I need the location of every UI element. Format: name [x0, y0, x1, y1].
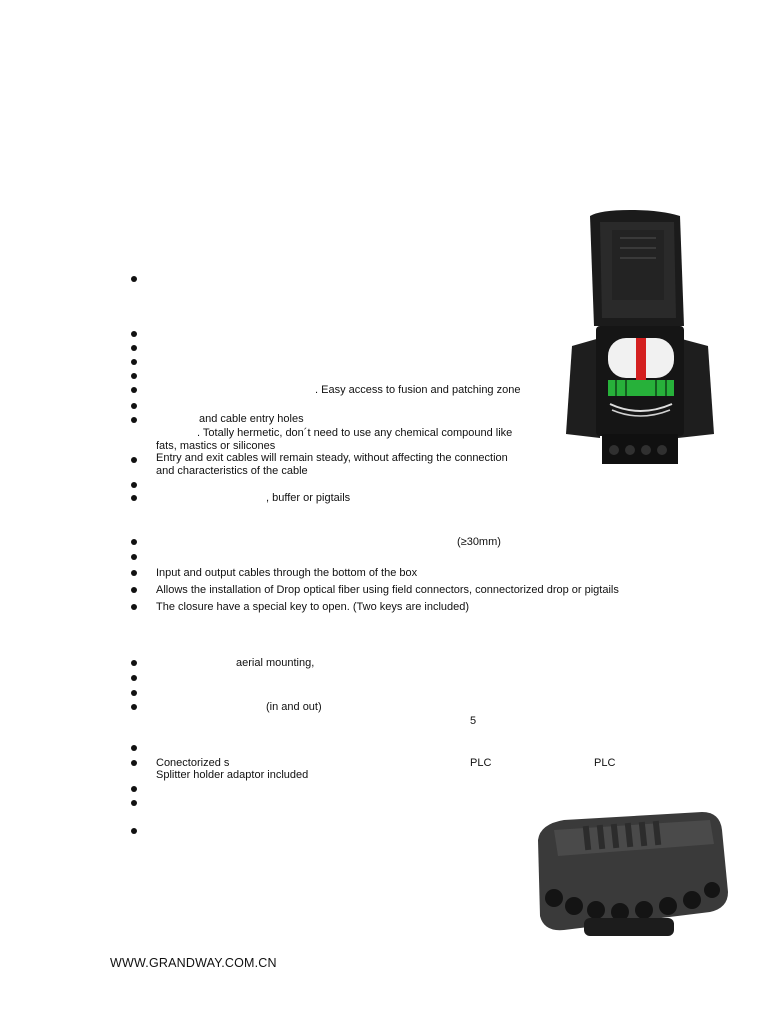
option-text-plc-1: PLC [470, 757, 492, 769]
bullet [131, 276, 137, 282]
option-text-connectorized: Conectorized s [156, 757, 230, 769]
bullet [131, 457, 137, 463]
bullet [131, 387, 137, 393]
bullet [131, 331, 137, 337]
bullet [131, 570, 137, 576]
bullet [131, 704, 137, 710]
bullet [131, 495, 137, 501]
feature-text-hermetic-cont: fats, mastics or silicones [156, 440, 276, 452]
bullet [131, 786, 137, 792]
option-text-splitter-holder: Splitter holder adaptor included [156, 769, 309, 781]
option-text-in-out: (in and out) [266, 701, 322, 713]
option-text-plc-2: PLC [594, 757, 616, 769]
bullet [131, 587, 137, 593]
bullet [131, 660, 137, 666]
website-footer: WWW.GRANDWAY.COM.CN [110, 956, 277, 970]
bullet [131, 800, 137, 806]
bullet [131, 359, 137, 365]
bullet [131, 373, 137, 379]
bullet [131, 403, 137, 409]
feature-text-access: . Easy access to fusion and patching zone [315, 384, 521, 396]
bullet [131, 675, 137, 681]
bullet [131, 554, 137, 560]
feature-text-buffer: , buffer or pigtails [266, 492, 351, 504]
bullet [131, 760, 137, 766]
bullet [131, 539, 137, 545]
spec-text-drop-fiber: Allows the installation of Drop optical fiber using field connectors, connectorized drop or pigtails [156, 584, 619, 596]
feature-text-hermetic: . Totally hermetic, don´t need to use any chemical compound like [197, 427, 513, 439]
option-text-five: 5 [470, 715, 477, 727]
spec-text-diameter: (≥30mm) [457, 536, 501, 548]
feature-text-entry-holes: and cable entry holes [199, 413, 304, 425]
option-text-aerial: aerial mounting, [236, 657, 315, 669]
bullet [131, 604, 137, 610]
feature-text-steady-cont: and characteristics of the cable [156, 465, 308, 477]
bullet [131, 690, 137, 696]
closed-box-image [524, 800, 734, 945]
bullet [131, 828, 137, 834]
open-box-image [560, 208, 720, 470]
spec-text-key: The closure have a special key to open. (Two keys are included) [156, 601, 470, 613]
bullet [131, 482, 137, 488]
spec-text-input-output: Input and output cables through the bottom of the box [156, 567, 418, 579]
feature-text-steady: Entry and exit cables will remain steady, without affecting the connection [156, 452, 508, 464]
bullet [131, 417, 137, 423]
bullet [131, 345, 137, 351]
bullet [131, 745, 137, 751]
